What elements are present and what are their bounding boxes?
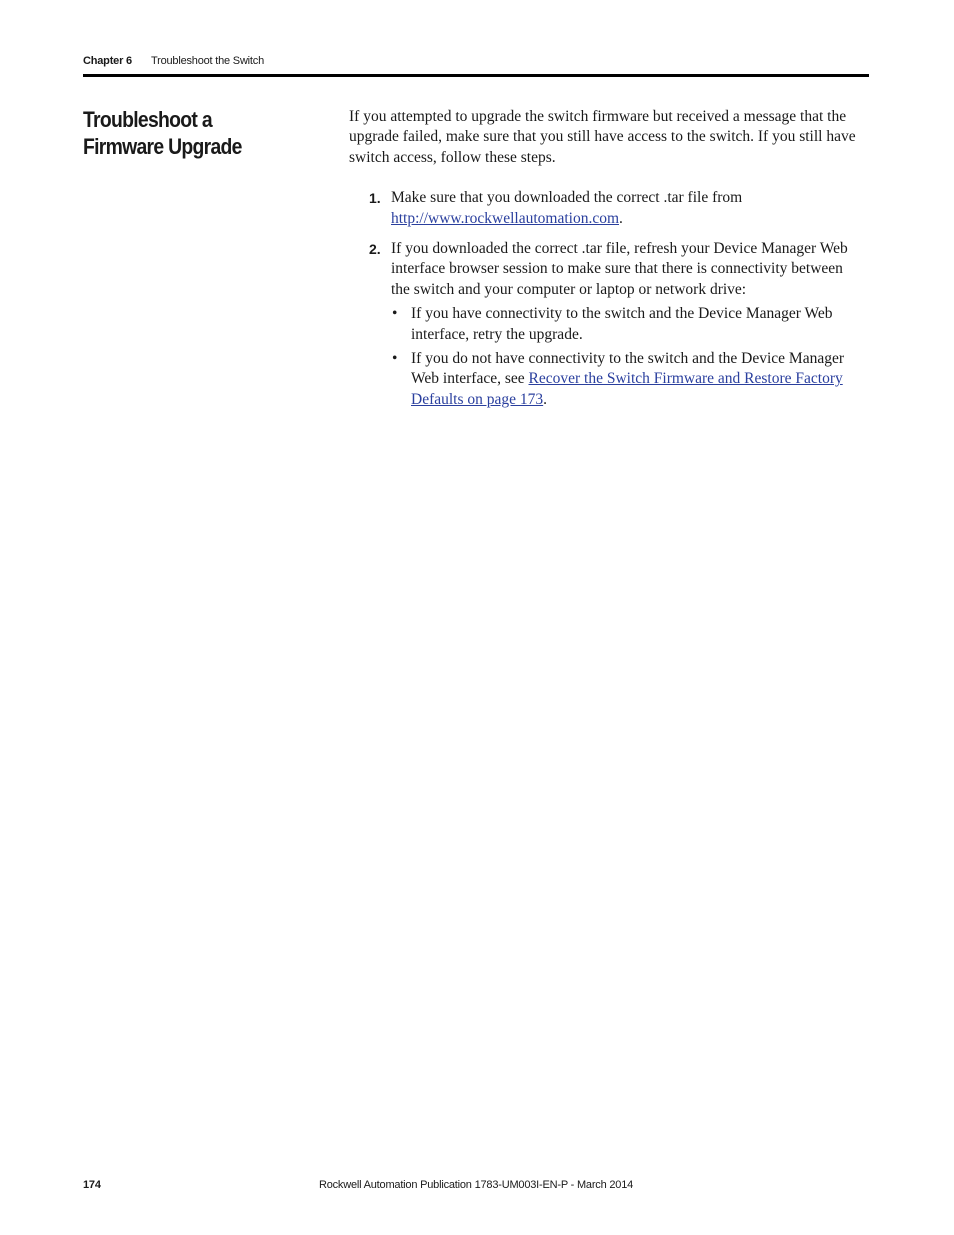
running-footer [83,1176,869,1194]
page-number: 174 [83,1179,101,1191]
step-number: 1. [369,190,381,207]
bullet-text-end: . [543,390,548,408]
step-1 [349,188,865,229]
body-column [349,107,865,420]
recover-firmware-link[interactable]: Recover the Switch Firmware and Restore Factory Defaults on page 173 [411,370,843,408]
section-title-line-1: Troubleshoot a [83,107,212,132]
running-header [83,52,869,70]
chapter-label: Chapter 6 [83,55,132,67]
step-text: If you downloaded the correct .tar file, refresh your Device Manager Web interface browser session to make sure that there is connectivity between the switch and your computer or laptop or network drive: [391,240,848,298]
bullet-dot-icon: • [392,350,398,368]
bullet-text: If you have connectivity to the switch and the Device Manager Web interface, retry the upgrade. [411,305,833,343]
step-number: 2. [369,241,381,258]
step-text: Make sure that you downloaded the correct .tar file from [391,189,743,207]
rockwell-website-link[interactable]: http://www.rockwellautomation.com [391,209,620,227]
bullet-item-2 [391,349,865,410]
chapter-title: Troubleshoot the Switch [151,55,265,67]
bullet-list [391,304,865,410]
section-title [83,106,285,160]
bullet-item-1 [391,304,865,345]
step-text-end: . [619,209,623,227]
publication-info: Rockwell Automation Publication 1783-UM003I-EN-P - March 2014 [318,1179,634,1191]
steps-list [349,188,865,410]
step-2 [349,239,865,410]
section-title-line-2: Firmware Upgrade [83,134,242,159]
header-rule [83,74,869,77]
bullet-dot-icon: • [392,305,398,323]
bullet-text: If you do not have connectivity to the switch and the Device Manager Web interface, see [411,350,845,388]
intro-paragraph: If you attempted to upgrade the switch firmware but received a message that the upgrade failed, make sure that you still have access to the switch. If you still have switch access, follow these steps. [349,108,856,166]
